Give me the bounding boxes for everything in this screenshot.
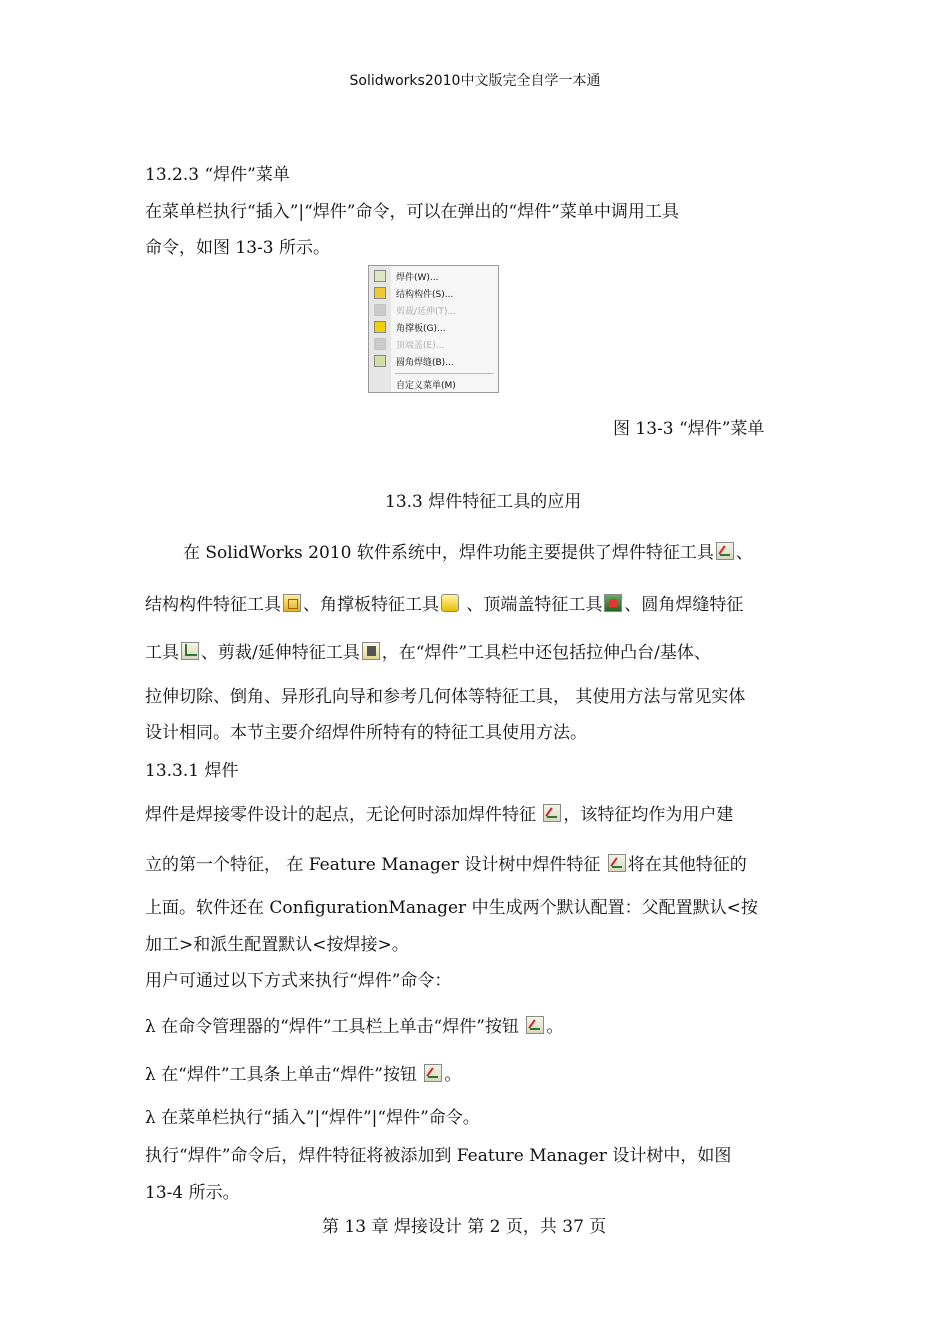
menu-item-trim-extend: 剪裁/延伸(T)...: [369, 302, 498, 319]
bullet-item: λ 在命令管理器的“焊件”工具栏上单击“焊件”按钮 。: [145, 1017, 564, 1037]
paragraph-line: 加工>和派生配置默认<按焊接>。: [145, 935, 409, 955]
figure-caption: 图 13-3 “焊件”菜单: [613, 419, 765, 439]
section-heading-13-2-3: 13.2.3 “焊件”菜单: [145, 165, 290, 185]
menu-item-gusset: 角撑板(G)...: [369, 319, 498, 336]
paragraph-line: 上面。软件还在 ConfigurationManager 中生成两个默认配置：父配置默认<按: [145, 898, 758, 918]
fillet-bead-icon: [374, 355, 386, 367]
paragraph-line: 焊件是焊接零件设计的起点，无论何时添加焊件特征 ，该特征均作为用户建: [145, 805, 734, 825]
gusset-icon: [374, 321, 386, 333]
weldment-icon: [716, 542, 734, 560]
paragraph-line: 执行“焊件”命令后，焊件特征将被添加到 Feature Manager 设计树中，如图: [145, 1146, 732, 1166]
weldment-icon: [608, 854, 626, 872]
section-heading-13-3-1: 13.3.1 焊件: [145, 761, 239, 781]
paragraph-line: 设计相同。本节主要介绍焊件所特有的特征工具使用方法。: [145, 723, 587, 743]
menu-separator: [395, 373, 494, 374]
page-footer: 第 13 章 焊接设计 第 2 页，共 37 页: [322, 1217, 607, 1237]
gusset-icon: [441, 594, 459, 612]
menu-item-fillet-bead: 圆角焊缝(B)...: [369, 353, 498, 370]
paragraph-line: 在 SolidWorks 2010 软件系统中，焊件功能主要提供了焊件特征工具 、: [183, 543, 753, 563]
structural-member-icon: [283, 594, 301, 612]
paragraph-line: 立的第一个特征， 在 Feature Manager 设计树中焊件特征 将在其他特征的: [145, 855, 747, 875]
paragraph-line: 13-4 所示。: [145, 1183, 240, 1203]
structural-member-icon: [374, 287, 386, 299]
bullet-item: λ 在“焊件”工具条上单击“焊件”按钮 。: [145, 1065, 462, 1085]
menu-item-customize: 自定义菜单(M): [396, 381, 456, 391]
weldment-icon: [424, 1064, 442, 1082]
paragraph-line: 工具 、剪裁/延伸特征工具 ，在“焊件”工具栏中还包括拉伸凸台/基体、: [145, 643, 711, 663]
trim-extend-icon: [362, 642, 380, 660]
menu-item-structural-member: 结构构件(S)...: [369, 285, 498, 302]
paragraph-line: 结构构件特征工具 、角撑板特征工具 、顶端盖特征工具 、圆角焊缝特征: [145, 595, 744, 615]
paragraph-line: 用户可通过以下方式来执行“焊件”命令：: [145, 971, 452, 991]
weldment-icon: [543, 804, 561, 822]
paragraph-line: 命令，如图 13-3 所示。: [145, 238, 330, 258]
menu-item-end-cap: 顶端盖(E)...: [369, 336, 498, 353]
menu-item-weldment: 焊件(W)...: [369, 268, 498, 285]
section-title-13-3: 13.3 焊件特征工具的应用: [385, 492, 582, 512]
end-cap-icon: [374, 338, 386, 350]
fillet-bead-icon: [181, 642, 199, 660]
end-cap-icon: [604, 594, 622, 612]
paragraph-line: 拉伸切除、倒角、异形孔向导和参考几何体等特征工具， 其使用方法与常见实体: [145, 687, 746, 707]
trim-extend-icon: [374, 304, 386, 316]
weldment-icon: [374, 270, 386, 282]
weldments-menu-figure: [368, 265, 499, 393]
paragraph-line: 在菜单栏执行“插入”|“焊件”命令，可以在弹出的“焊件”菜单中调用工具: [145, 202, 679, 222]
bullet-item: λ 在菜单栏执行“插入”|“焊件”|“焊件”命令。: [145, 1108, 480, 1128]
weldment-icon: [526, 1016, 544, 1034]
page-header: Solidworks2010中文版完全自学一本通: [349, 73, 601, 89]
